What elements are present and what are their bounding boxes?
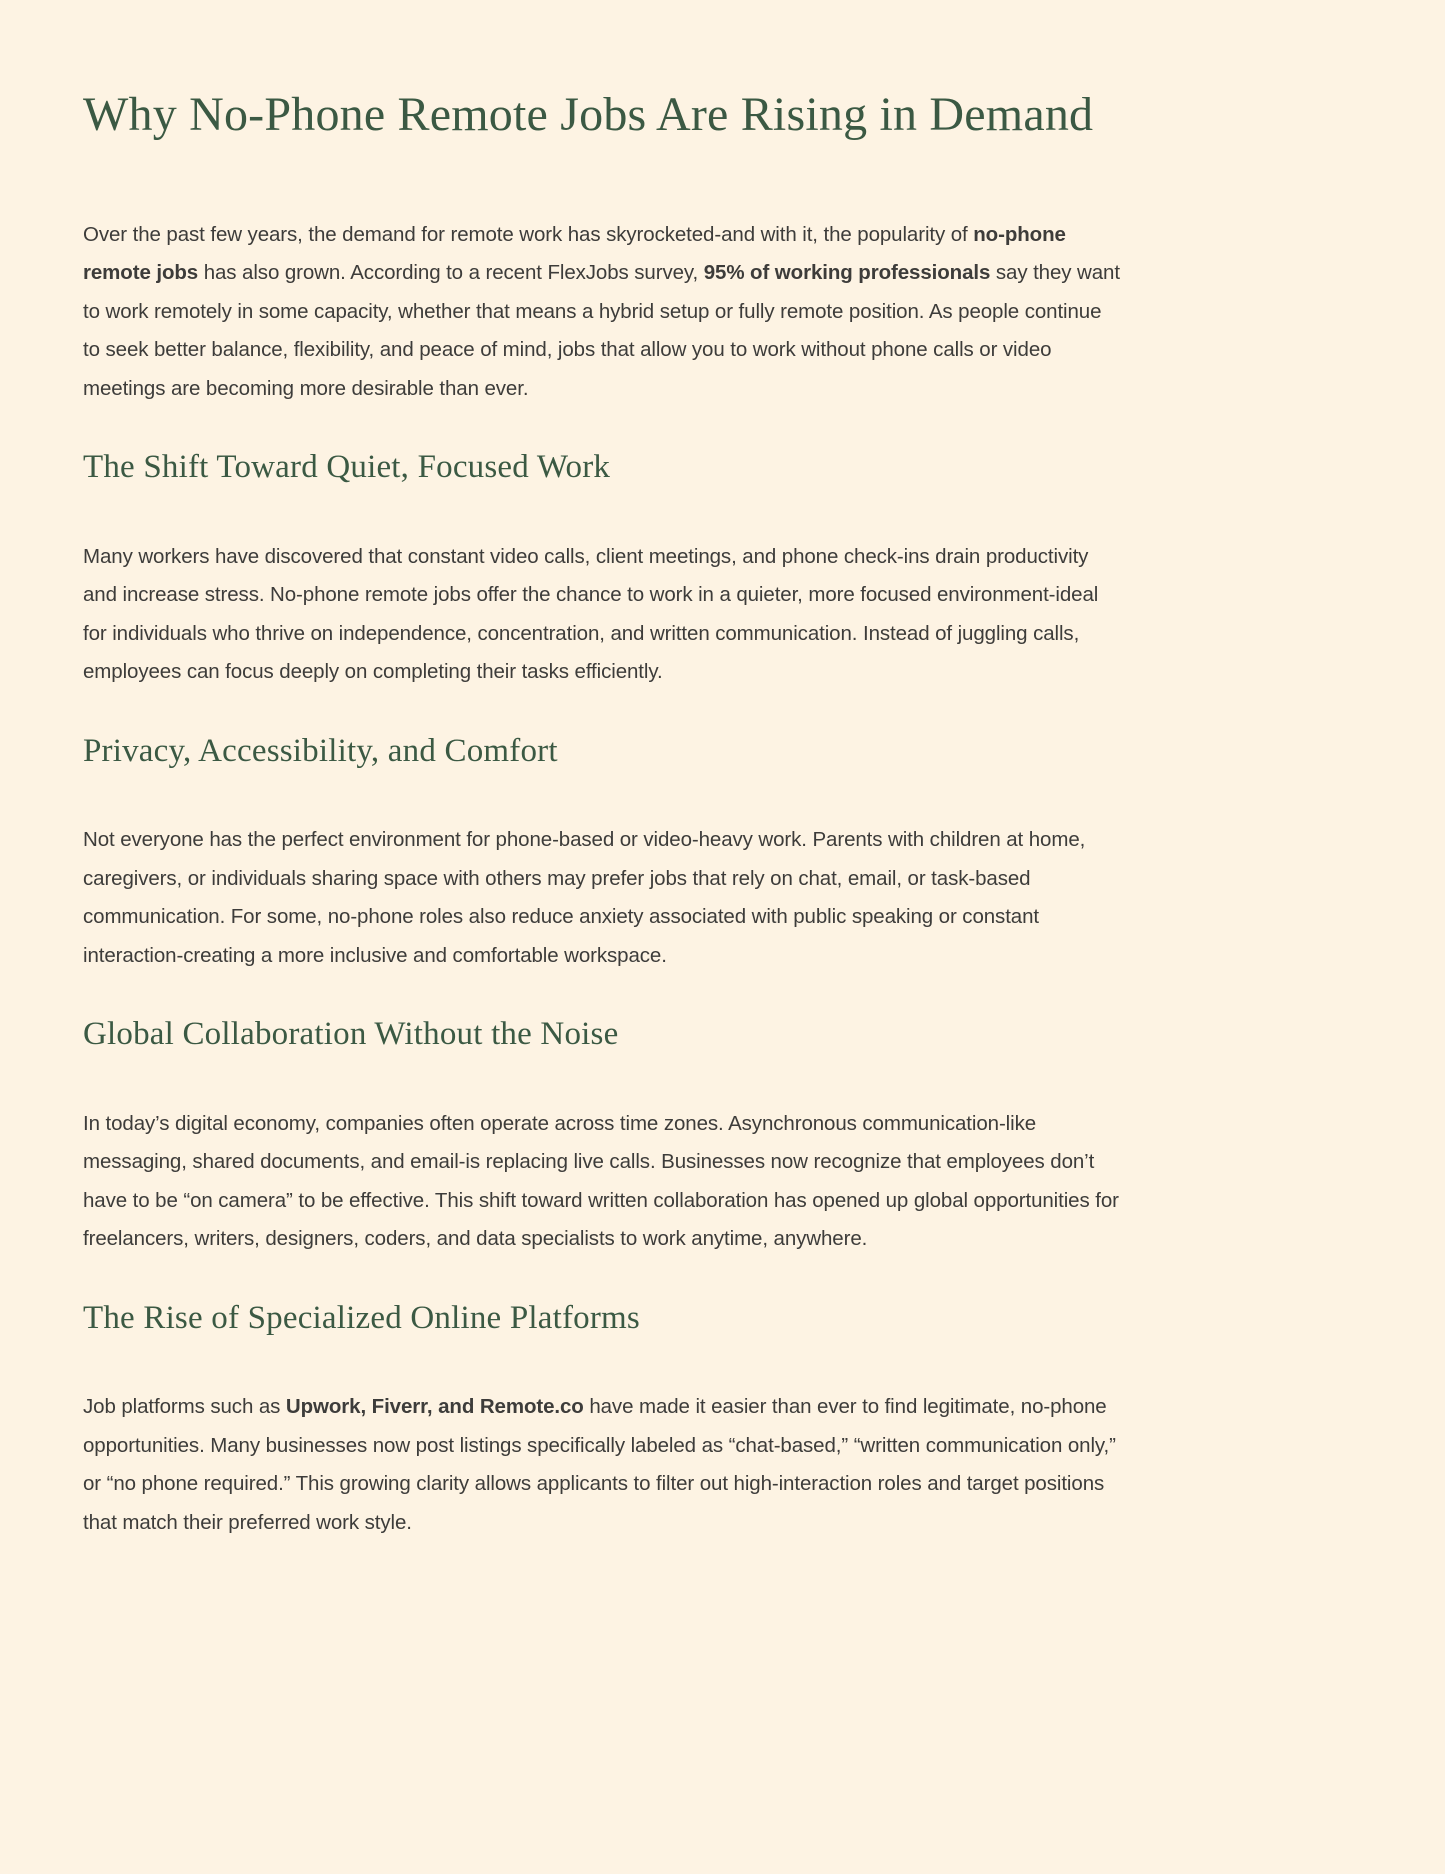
text-run: has also grown. According to a recent FlexJobs survey,	[198, 261, 704, 285]
text-run: Not everyone has the perfect environment for phone-based or video-heavy work. Parents with children at home, caregivers, or individuals sharing space with others may prefer jobs that rely on chat, email, or task-based communication. For some, no-phone roles also reduce anxiety associated with public speaking or constant interaction-creating a more inclusive and comfortable workspace.	[83, 828, 1086, 967]
article-content	[83, 86, 1123, 1542]
article-sections	[83, 216, 1123, 1543]
section-paragraph	[83, 1105, 1123, 1259]
section-paragraph	[83, 216, 1123, 409]
text-run: In today’s digital economy, companies often operate across time zones. Asynchronous communication-like messaging, shared documents, and email-is replacing live calls. Businesses now recognize that employees don’t have to be “on camera” to be effective. This shift toward written collaboration has opened up global opportunities for freelancers, writers, designers, coders, and data specialists to work anytime, anywhere.	[83, 1111, 1119, 1251]
bold-text-run: no-phone remote jobs	[83, 222, 1066, 285]
section-paragraph	[83, 538, 1123, 692]
section-heading: Global Collaboration Without the Noise	[83, 1016, 619, 1053]
bold-text-run: Upwork, Fiverr, and Remote.co	[285, 1395, 584, 1419]
section-paragraph	[83, 1388, 1123, 1542]
text-run: have made it easier than ever to find legitimate, no-phone opportunities. Many businesses now post listings specifically labeled as “chat-based,” “written communication only,” or “no phone required.” This growing clarity allows applicants to filter out high-interaction roles and target positions that match their preferred work style.	[83, 1395, 1116, 1534]
text-run: Many workers have discovered that constant video calls, client meetings, and phone check-ins drain productivity and increase stress. No-phone remote jobs offer the chance to work in a quieter, more focused environment-ideal for individuals who thrive on independence, concentration, and written communication. Instead of juggling calls, employees can focus deeply on completing their tasks efficiently.	[83, 544, 1099, 684]
section-paragraph	[83, 821, 1123, 975]
text-run: Over the past few years, the demand for remote work has skyrocketed-and with it, the popularity of	[83, 222, 974, 246]
text-run: Job platforms such as	[83, 1395, 286, 1419]
section-heading: Privacy, Accessibility, and Comfort	[83, 732, 558, 769]
section-heading: The Shift Toward Quiet, Focused Work	[83, 449, 611, 486]
bold-text-run: 95% of working professionals	[703, 261, 991, 285]
section-heading: The Rise of Specialized Online Platforms	[83, 1299, 640, 1336]
text-run: say they want to work remotely in some capacity, whether that means a hybrid setup or fully remote position. As people continue to seek better balance, flexibility, and peace of mind, jobs that allow you to work without phone calls or video meetings are becoming more desirable than ever.	[83, 261, 1120, 400]
article-title: Why No-Phone Remote Jobs Are Rising in Demand	[83, 88, 1094, 141]
